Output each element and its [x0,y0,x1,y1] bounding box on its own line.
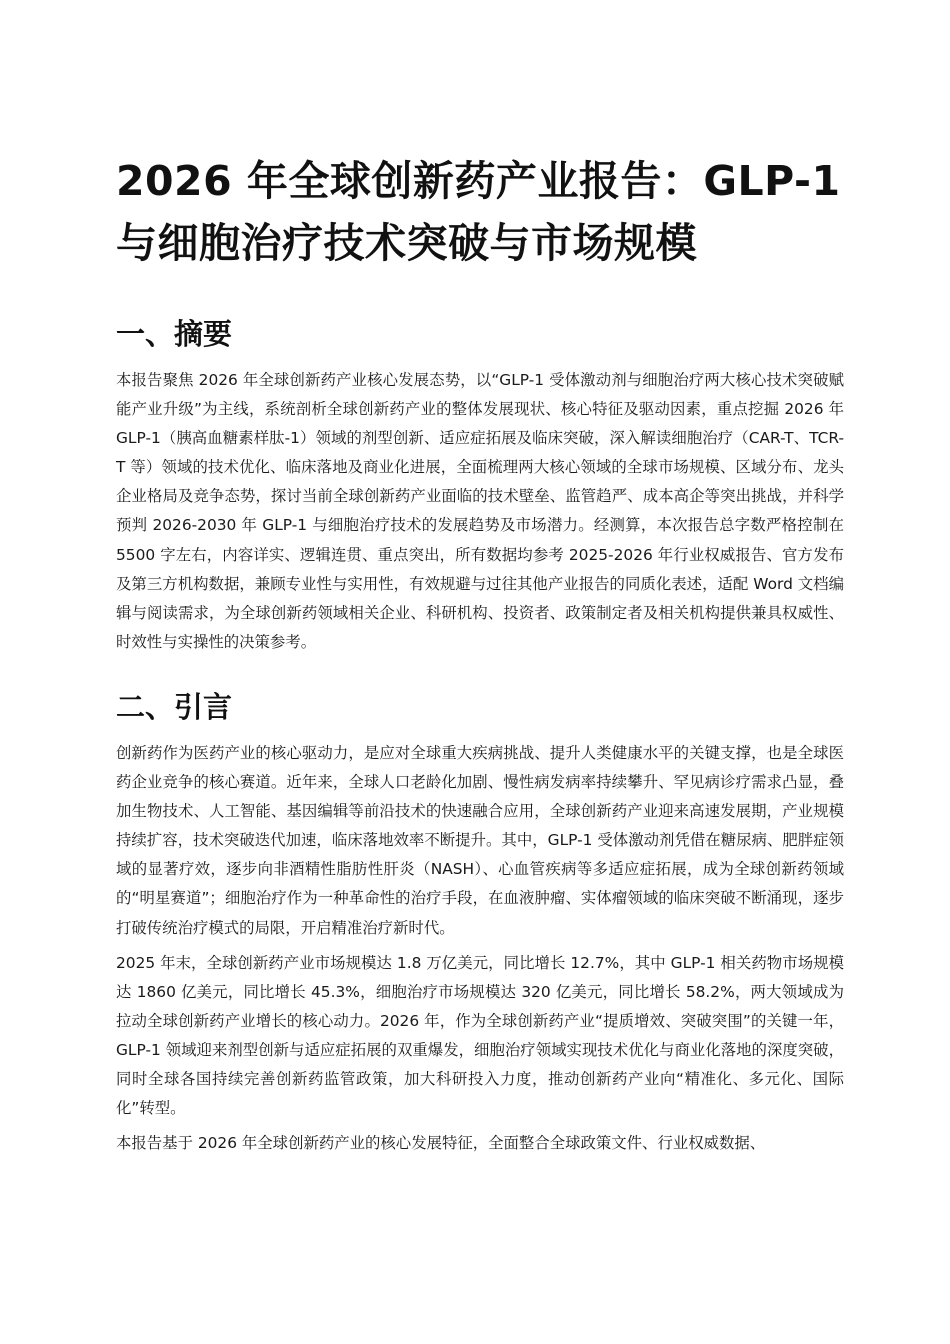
document-page [116,0,844,1158]
intro-paragraph-2: 2025 年末，全球创新药产业市场规模达 1.8 万亿美元，同比增长 12.7%，其中 GLP-1 相关药物市场规模达 1860 亿美元，同比增长 45.3%，细胞治疗市场规模达 320 亿美元，同比增长 58.2%，两大领域成为拉动全球创新药产业增长的核心动力。2026 年，作为全球创新药产业“提质增效、突破突围”的关键一年，GLP-1 领域迎来剂型创新与适应症拓展的双重爆发，细胞治疗领域实现技术优化与商业化落地的深度突破，同时全球各国持续完善创新药监管政策，加大科研投入力度，推动创新药产业向“精准化、多元化、国际化”转型。 [116,953,844,1118]
intro-paragraph-3: 本报告基于 2026 年全球创新药产业的核心发展特征，全面整合全球政策文件、行业权威数据、 [116,1134,766,1153]
intro-paragraph-1: 创新药作为医药产业的核心驱动力，是应对全球重大疾病挑战、提升人类健康水平的关键支撑，也是全球医药企业竞争的核心赛道。近年来，全球人口老龄化加剧、慢性病发病率持续攀升、罕见病诊疗需求凸显，叠加生物技术、人工智能、基因编辑等前沿技术的快速融合应用，全球创新药产业迎来高速发展期，产业规模持续扩容，技术突破迭代加速，临床落地效率不断提升。其中，GLP-1 受体激动剂凭借在糖尿病、肥胖症领域的显著疗效，逐步向非酒精性脂肪性肝炎（NASH）、心血管疾病等多适应症拓展，成为全球创新药领域的“明星赛道”；细胞治疗作为一种革命性的治疗手段，在血液肿瘤、实体瘤领域的临床突破不断涌现，逐步打破传统治疗模式的局限，开启精准治疗新时代。 [116,743,844,937]
title-line-1: 2026 年全球创新药产业报告：GLP-1 [116,157,841,205]
title-line-2: 与细胞治疗技术突破与市场规模 [116,219,697,267]
abstract-paragraph: 本报告聚焦 2026 年全球创新药产业核心发展态势，以“GLP-1 受体激动剂与细胞治疗两大核心技术突破赋能产业升级”为主线，系统剖析全球创新药产业的整体发展现状、核心特征及驱动因素，重点挖掘 2026 年 GLP-1（胰高血糖素样肽-1）领域的剂型创新、适应症拓展及临床突破，深入解读细胞治疗（CAR-T、TCR-T 等）领域的技术优化、临床落地及商业化进展，全面梳理两大核心领域的全球市场规模、区域分布、龙头企业格局及竞争态势，探讨当前全球创新药产业面临的技术壁垒、监管趋严、成本高企等突出挑战，并科学预判 2026-2030 年 GLP-1 与细胞治疗技术的发展趋势及市场潜力。经测算，本次报告总字数严格控制在 5500 字左右，内容详实、逻辑连贯、重点突出，所有数据均参考 2025-2026 年行业权威报告、官方发布及第三方机构数据，兼顾专业性与实用性，有效规避与过往其他产业报告的同质化表述，适配 Word 文档编辑与阅读需求，为全球创新药领域相关企业、科研机构、投资者、政策制定者及相关机构提供兼具权威性、时效性与实操性的决策参考。 [116,371,844,651]
section-heading-abstract: 一、摘要 [116,317,233,351]
document-title [116,0,844,274]
section-heading-introduction: 二、引言 [116,689,233,724]
